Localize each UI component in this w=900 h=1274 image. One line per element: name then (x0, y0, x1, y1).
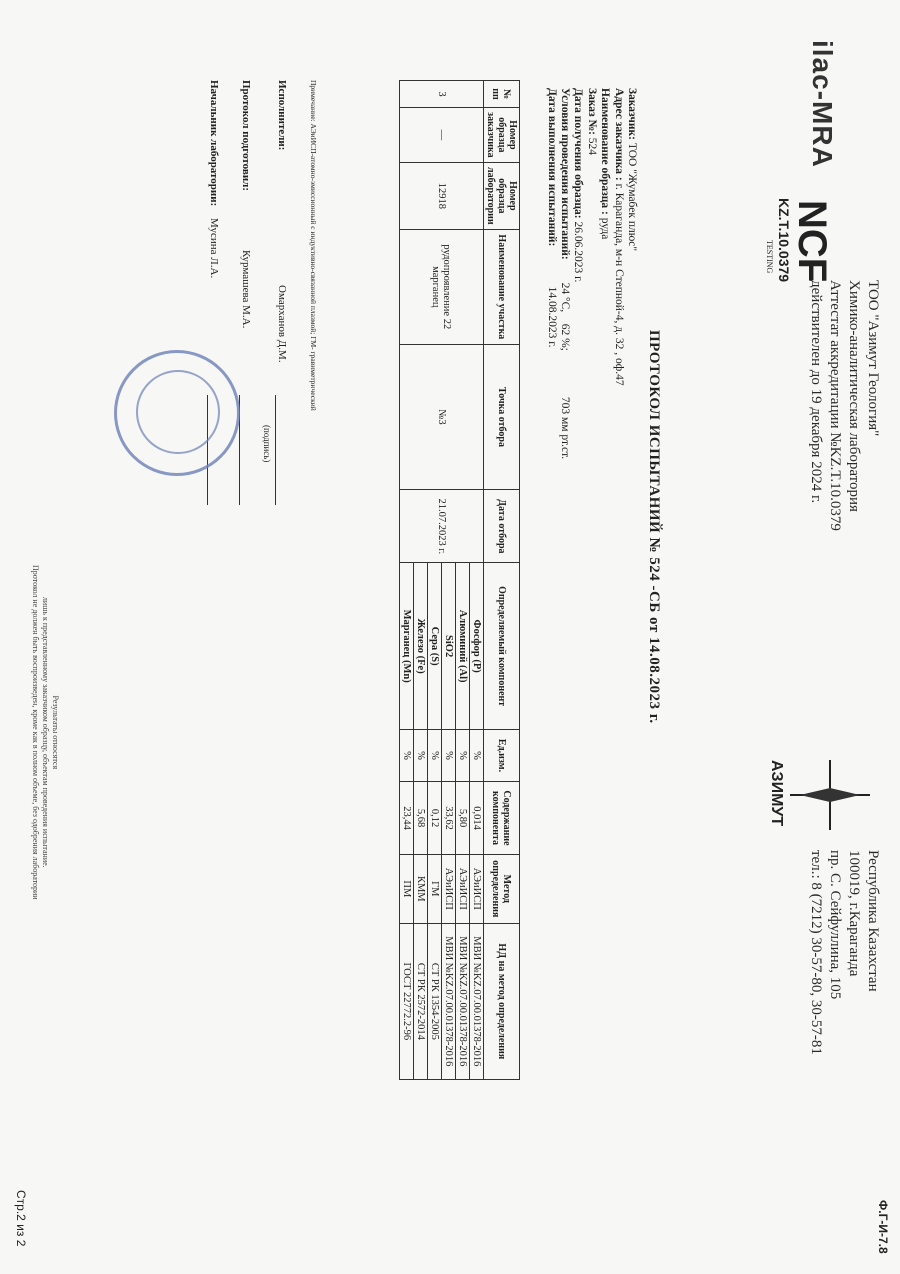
azimut-compass-icon (790, 760, 870, 830)
signature-hint: (подпись) (262, 425, 272, 463)
info-received: Дата получения образца: 26.06.2023 г. (572, 88, 585, 283)
footer-line-1: Результаты относятся (51, 695, 60, 770)
protocol-info (544, 88, 638, 459)
info-completed: Дата выполнения испытаний: 14.08.2023 г. (545, 88, 558, 348)
cell-nd: ГОСТ 22772.2-96 (400, 923, 414, 1079)
head-name: Мусина Л.А. (208, 218, 220, 279)
head-label: Начальник лаборатории: (208, 80, 220, 207)
ncf-logo: NCF (790, 200, 834, 283)
cell-content: 5,68 (414, 782, 428, 855)
header-nd: НД на метод определения (484, 923, 520, 1079)
cell-lab-sample: 12918 (400, 162, 484, 229)
header-num: № пп (484, 81, 520, 108)
prepared-label: Протокол подготовил: (240, 80, 252, 192)
executors-label: Исполнители: (276, 80, 288, 151)
ilac-logo: ilac-MRA (807, 40, 838, 168)
cell-nd: МВИ №KZ.07.00.01378-2016 (456, 923, 470, 1079)
lab-line-3: Аттестат аккредитации №KZ.T.10.0379 (827, 280, 843, 531)
header-component: Определяемый компонент (484, 563, 520, 730)
address-line-1: Республика Казахстан (865, 850, 881, 992)
cell-method: АЭиИСП (470, 854, 484, 923)
cell-component: Фосфор (P) (470, 563, 484, 730)
testing-label: TESTING (765, 240, 774, 274)
cell-content: 0,014 (470, 782, 484, 855)
laboratory-header (806, 280, 882, 531)
prepared-name: Курмашева М.А. (240, 250, 252, 329)
info-conditions: Условия проведения испытаний: 24 °С, 62 %; 703 мм рт.ст. (558, 88, 571, 460)
form-code: Ф.Г-И-7.8 (876, 1200, 890, 1254)
cell-unit: % (456, 729, 470, 781)
cell-unit: % (428, 729, 442, 781)
cell-unit: % (400, 729, 414, 781)
table-header-row (484, 81, 520, 1080)
laboratory-stamp-inner (136, 370, 220, 454)
cell-method: АЭиИСП (456, 854, 470, 923)
cell-method: ГМ (428, 854, 442, 923)
table-note: Примечание: АЭиИСП-атомно-эмиссионный с индуктивно-связанной плазмой; ГМ- гравиметрический (309, 80, 318, 411)
cell-component: Алюминий (Al) (456, 563, 470, 730)
cell-method: ПМ (400, 854, 414, 923)
address-header (806, 850, 882, 1055)
cell-date: 21.07.2023 г. (400, 490, 484, 563)
cell-nd: МВИ №KZ.07.00.01378-2016 (442, 923, 456, 1079)
cell-content: 0,12 (428, 782, 442, 855)
results-table (399, 80, 520, 1080)
cell-component: Сера (S) (428, 563, 442, 730)
header-lab-sample: Номер образца лаборатории (484, 162, 520, 229)
cell-nd: СТ РК 2572-2014 (414, 923, 428, 1079)
info-sample-name: Наименование образца : руда (599, 88, 612, 240)
address-line-3: пр. С. Сейфуллина, 105 (827, 850, 843, 1000)
footer-line-2: лишь к представленному заказчиком образцу, объектам проведения испытание. (41, 596, 50, 868)
lab-line-1: ТОО "Азимут Геология" (865, 280, 881, 437)
cell-unit: % (414, 729, 428, 781)
executors-name: Омарханов Д.М. (276, 285, 288, 363)
cell-method: АЭиИСП (442, 854, 456, 923)
cell-content: 5,80 (456, 782, 470, 855)
cell-component: SiO2 (442, 563, 456, 730)
table-row (470, 81, 484, 1080)
footer-disclaimer (30, 565, 60, 900)
protocol-title: ПРОТОКОЛ ИСПЫТАНИЙ № 524 -СБ от 14.08.2023 г. (646, 330, 662, 724)
cell-component: Железо (Fe) (414, 563, 428, 730)
cell-component: Марганец (Mn) (400, 563, 414, 730)
header-date: Дата отбора (484, 490, 520, 563)
header-content: Содержание компонента (484, 782, 520, 855)
executors-signature-line (275, 395, 276, 505)
lab-line-2: Химико-аналитическая лаборатория (846, 280, 862, 512)
cell-nd: МВИ №KZ.07.00.01378-2016 (470, 923, 484, 1079)
address-line-4: тел.: 8 (7212) 30-57-80, 30-57-81 (808, 850, 824, 1055)
lab-line-4: действителен до 19 декабря 2024 г. (808, 280, 824, 504)
cell-point: №3 (400, 344, 484, 490)
cell-unit: % (442, 729, 456, 781)
cell-num: 3 (400, 81, 484, 108)
cell-nd: СТ РК 1354-2005 (428, 923, 442, 1079)
cell-content: 23,44 (400, 782, 414, 855)
cell-method: КММ (414, 854, 428, 923)
header-customer-sample: Номер образца заказчика (484, 108, 520, 163)
header-unit: Ед.изм. (484, 729, 520, 781)
cell-unit: % (470, 729, 484, 781)
info-order: Заказ №: 524 (585, 88, 598, 156)
header-site: Наименование участка (484, 230, 520, 345)
cell-customer-sample: — (400, 108, 484, 163)
info-customer: Заказчик: ТОО "Жумабек плюс" (626, 88, 638, 252)
header-method: Метод определения (484, 854, 520, 923)
accreditation-code: KZ.T.10.0379 (776, 198, 792, 283)
cell-site: рудопроявление 22 марганец (400, 230, 484, 345)
info-address: Адрес заказчика : г. Караганда, м-н Степной-4, д. 32 , оф.47 (612, 88, 625, 386)
page-number: Стр.2 из 2 (14, 1190, 28, 1247)
azimut-wordmark: АЗИМУТ (768, 760, 785, 827)
header-point: Точка отбора (484, 344, 520, 490)
cell-content: 33,62 (442, 782, 456, 855)
address-line-2: 100019, г.Караганда (846, 850, 862, 977)
azimut-logo (767, 760, 870, 830)
footer-line-3: Протокол не должен быть воспроизведен, кроме как в полном объеме, без одобрения лаборатории (31, 565, 40, 900)
